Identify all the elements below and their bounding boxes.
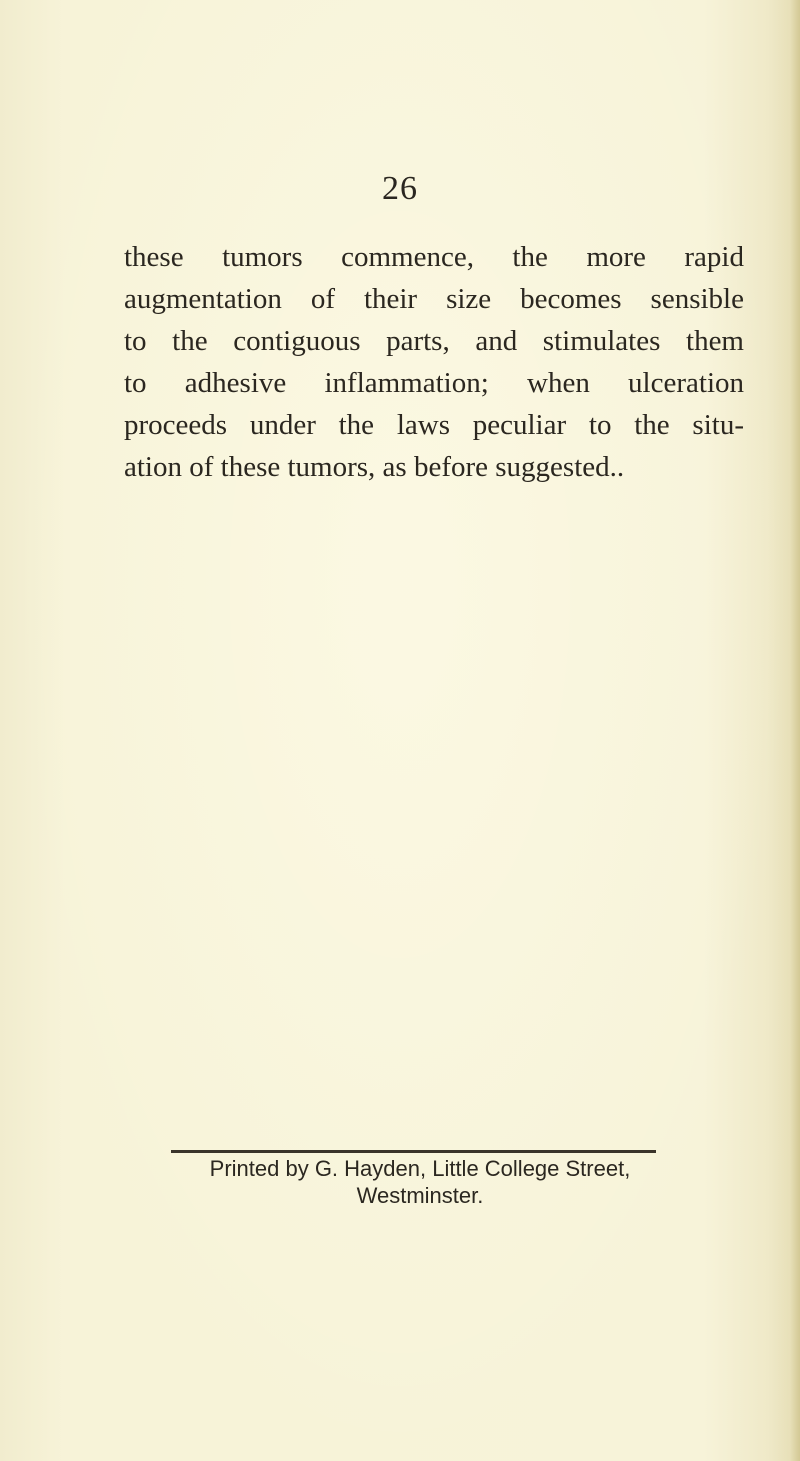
body-line: to the contiguous parts, and stimulates them — [124, 325, 744, 357]
imprint-line-2: Westminster. — [356, 1183, 484, 1208]
imprint-divider — [171, 1150, 656, 1153]
page-edge-shadow — [790, 0, 800, 1461]
body-line: these tumors commence, the more rapid — [124, 241, 744, 273]
printer-imprint — [0, 1155, 800, 1209]
body-line: to adhesive inflammation; when ulceration — [124, 367, 744, 399]
body-line: proceeds under the laws peculiar to the situ- — [124, 409, 744, 441]
imprint-line-1: Printed by G. Hayden, Little College Street, — [209, 1156, 631, 1181]
body-line: augmentation of their size becomes sensible — [124, 283, 744, 315]
page-number: 26 — [382, 170, 418, 207]
body-line: ation of these tumors, as before suggested.. — [124, 451, 625, 483]
body-paragraph — [124, 236, 744, 488]
